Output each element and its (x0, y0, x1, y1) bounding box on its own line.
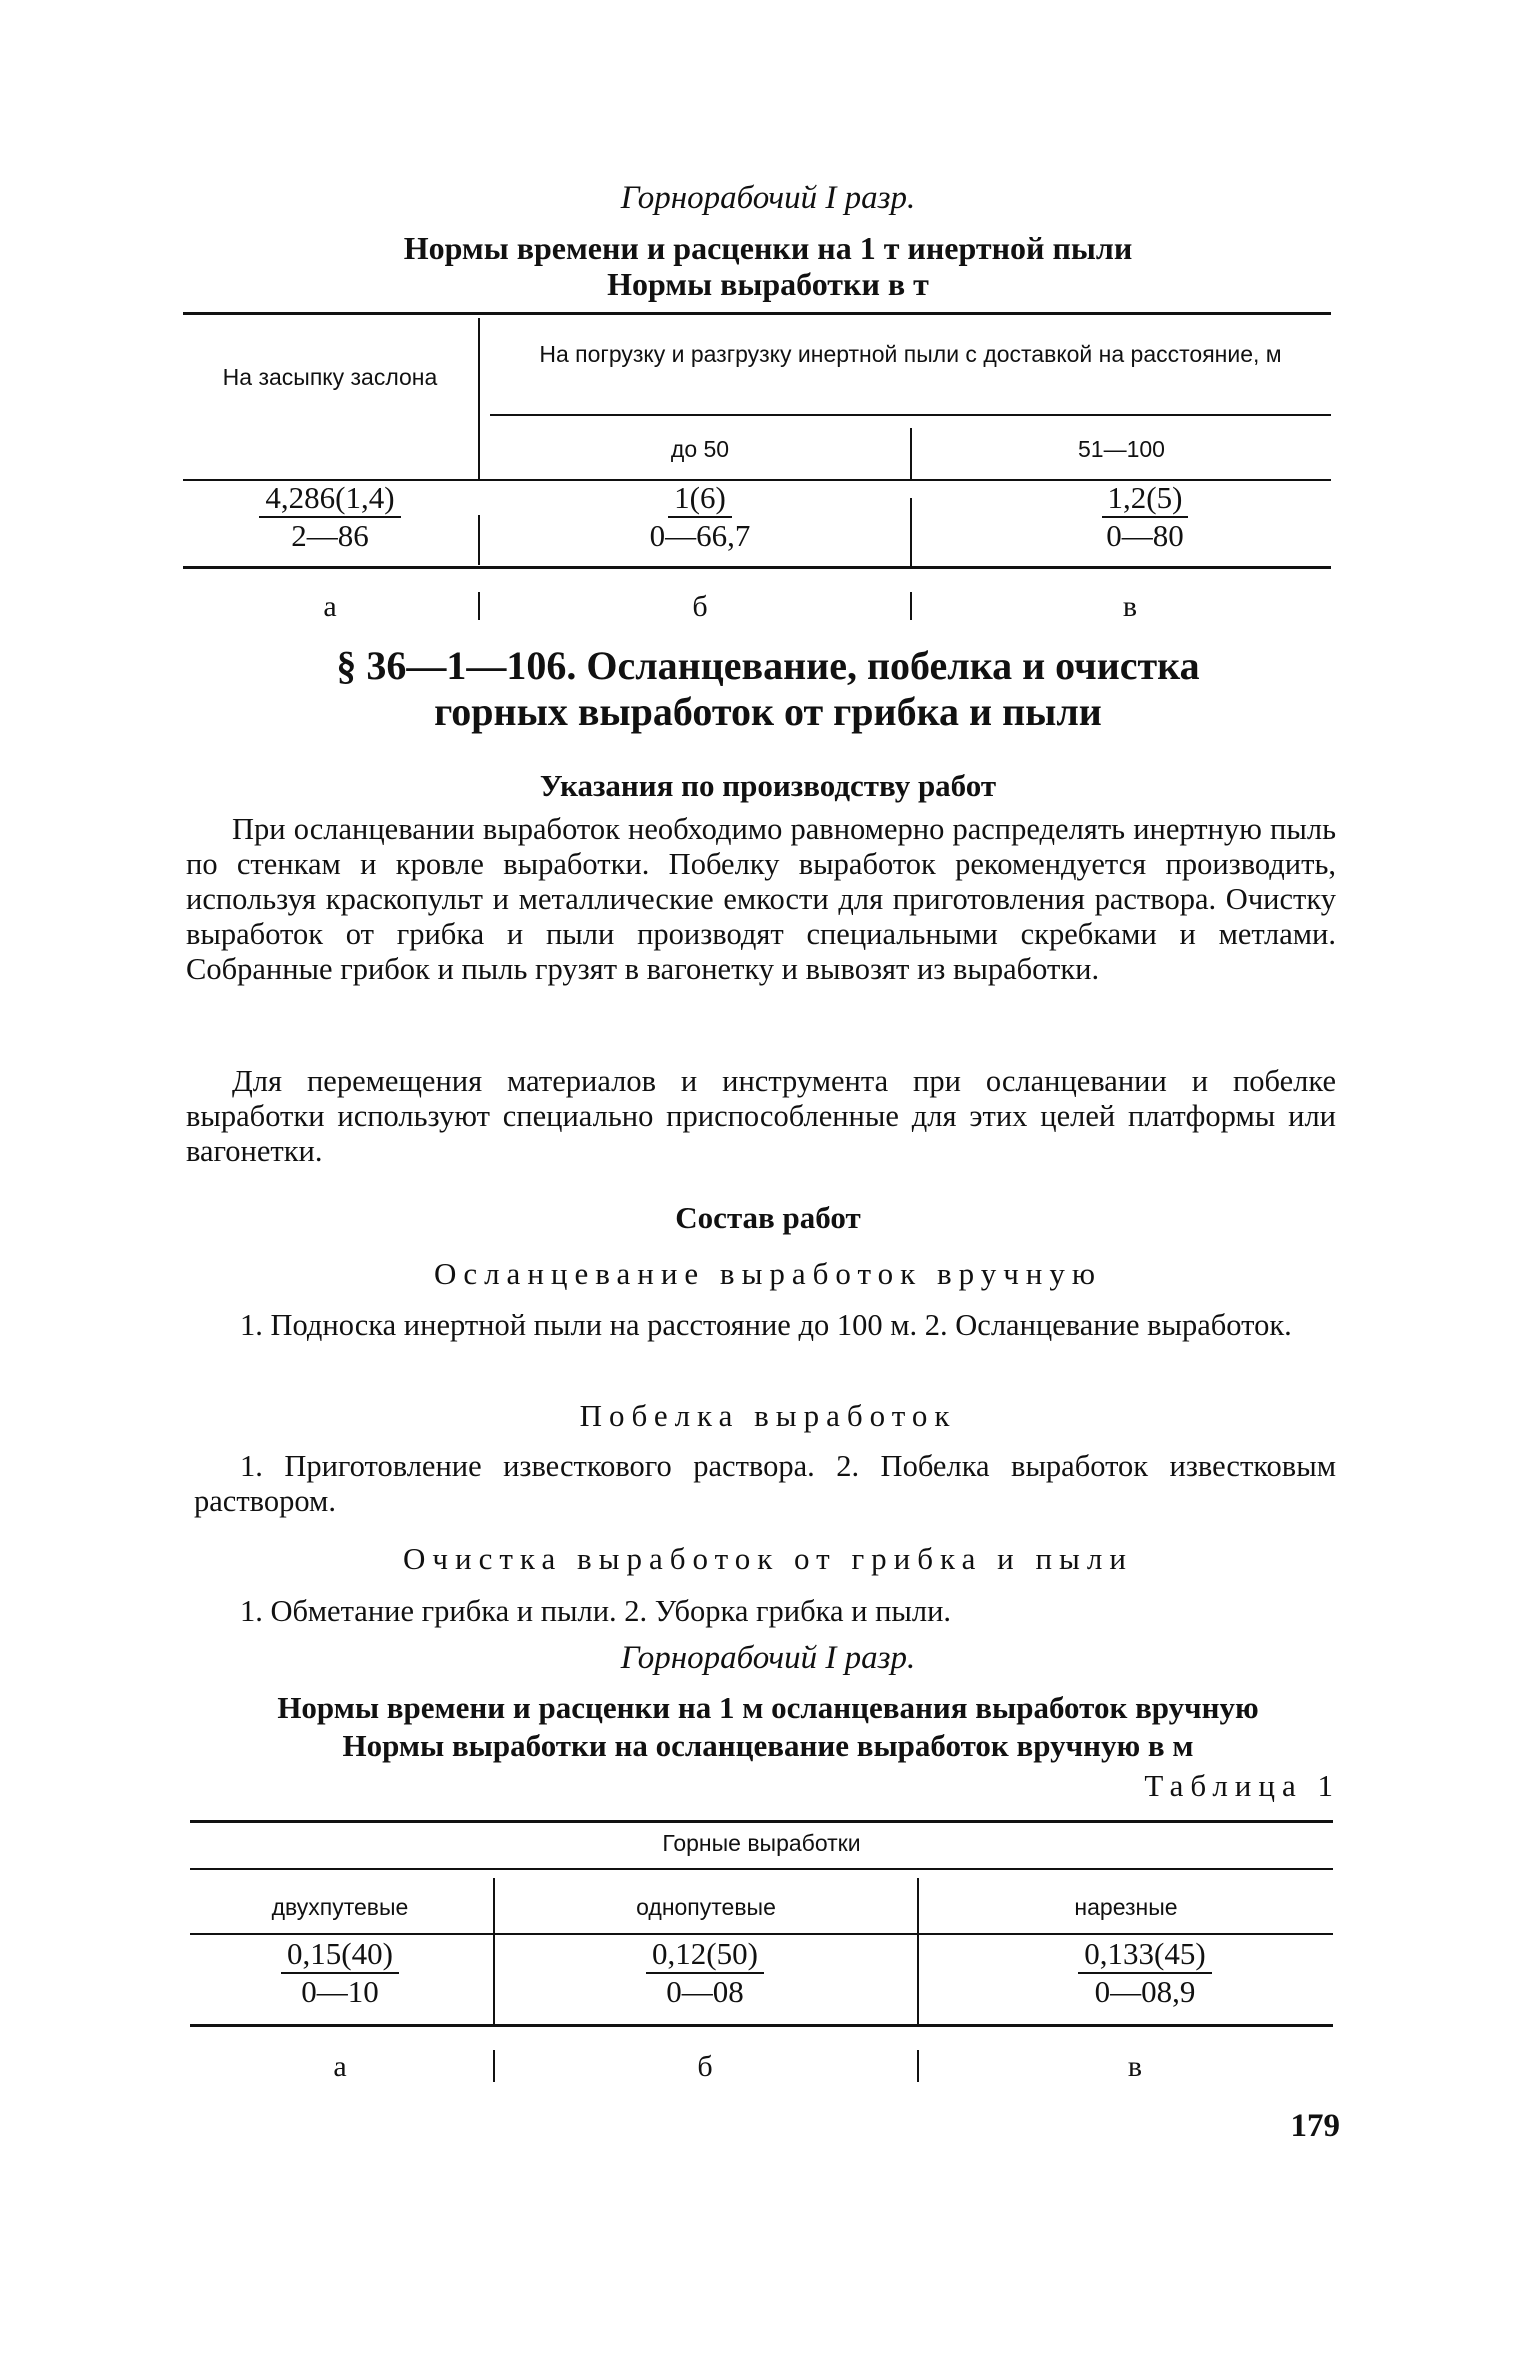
norms2-title-line1: Нормы времени и расценки на 1 м осланцевания выработок вручную (277, 1690, 1259, 1725)
rate-cell (1000, 480, 1290, 554)
table-rule (190, 1868, 1333, 1870)
table-top-rule (183, 312, 1331, 315)
rate-price: 2—86 (291, 518, 369, 553)
rate-time: 0,15(40) (281, 1936, 399, 1974)
rate-cell (560, 480, 840, 554)
rate-cell (1000, 1936, 1290, 2010)
rate-cell (560, 1936, 850, 2010)
sub-header-0: двухпутевые (271, 1894, 409, 1920)
manual-coating-steps: 1. Подноска инертной пыли на расстояние до 100 м. 2. Осланцевание выработок. (240, 1308, 1292, 1342)
table-divider (478, 515, 480, 565)
worker-grade-2: Горнорабочий I разр. (620, 1640, 916, 1676)
sub-header-1: 51—100 (1078, 436, 1165, 462)
section-title-line1: § 36—1—106. Осланцевание, побелка и очистка (336, 643, 1200, 688)
rate-price: 0—10 (301, 1974, 379, 2009)
table-divider (917, 2050, 919, 2082)
subheading-whitewash: Побелка выработок (579, 1398, 957, 1433)
group-header-workings: Горные выработки (662, 1830, 861, 1856)
rate-price: 0—08,9 (1094, 1974, 1196, 2009)
table-rule (190, 2024, 1333, 2027)
instructions-heading: Указания по производству работ (539, 768, 997, 803)
rate-cell (190, 1936, 490, 2010)
col-header-zaslon: На засыпку заслона (222, 364, 438, 390)
rate-time: 1(6) (668, 480, 732, 518)
instructions-paragraph: При осланцевании выработок необходимо равномерно распределять инертную пыль по стенкам и кровле выработки. Побелку выработок рекомендуется производить, используя краскопульт и металлические емкости для приготовления раствора. Очистку выработок от грибка и пыли производят специальными скребками и метлами. Собранные грибок и пыль грузят в вагонетку и вывозят из выработки. (186, 812, 1336, 986)
page-number: 179 (1290, 2108, 1340, 2144)
subheading-cleaning: Очистка выработок от грибка и пыли (403, 1541, 1133, 1576)
column-letter: а (323, 590, 337, 623)
table-top-rule (190, 1820, 1333, 1823)
column-letter: б (692, 590, 708, 623)
rate-price: 0—80 (1106, 518, 1184, 553)
table-rule (490, 414, 1331, 416)
subheading-manual-coating: Осланцевание выработок вручную (433, 1256, 1103, 1291)
sub-header-1: однопутевые (636, 1894, 776, 1920)
table-divider (478, 318, 480, 480)
worker-grade: Горнорабочий I разр. (620, 180, 916, 216)
rate-price: 0—66,7 (649, 518, 751, 553)
table-divider (910, 498, 912, 566)
transport-paragraph: Для перемещения материалов и инструмента при осланцевании и побелке выработки используют специально приспособленные для этих целей платформы или вагонетки. (186, 1064, 1336, 1168)
rate-time: 4,286(1,4) (259, 480, 400, 518)
table-divider (493, 2050, 495, 2082)
group-header-loading: На погрузку и разгрузку инертной пыли с доставкой на расстояние, м (539, 341, 1282, 367)
rate-price: 0—08 (666, 1974, 744, 2009)
section-title-line2: горных выработок от грибка и пыли (434, 689, 1102, 734)
norms2-title-line2: Нормы выработки на осланцевание выработок вручную в м (342, 1728, 1194, 1763)
norms-title-line2: Нормы выработки в т (607, 266, 929, 302)
rate-time: 1,2(5) (1102, 480, 1189, 518)
cleaning-steps: 1. Обметание грибка и пыли. 2. Уборка грибка и пыли. (240, 1594, 952, 1628)
rate-time: 0,12(50) (646, 1936, 764, 1974)
column-letter: в (1122, 590, 1138, 623)
sub-header-2: нарезные (1074, 1894, 1178, 1920)
composition-heading: Состав работ (675, 1200, 861, 1235)
table-rule (183, 566, 1331, 569)
table-divider (478, 592, 480, 620)
table-label: Таблица 1 (1144, 1768, 1340, 1803)
rate-time: 0,133(45) (1078, 1936, 1211, 1974)
norms-title-line1: Нормы времени и расценки на 1 т инертной пыли (403, 230, 1133, 266)
whitewash-steps: 1. Приготовление известкового раствора. 2. Побелка выработок известковым раствором. (194, 1449, 1336, 1518)
table-rule (190, 1933, 1333, 1935)
column-letter: в (1127, 2050, 1143, 2083)
rate-cell (200, 480, 460, 554)
column-letter: б (697, 2050, 713, 2083)
table-divider (910, 592, 912, 620)
sub-header-0: до 50 (670, 436, 730, 462)
column-letter: а (333, 2050, 347, 2083)
